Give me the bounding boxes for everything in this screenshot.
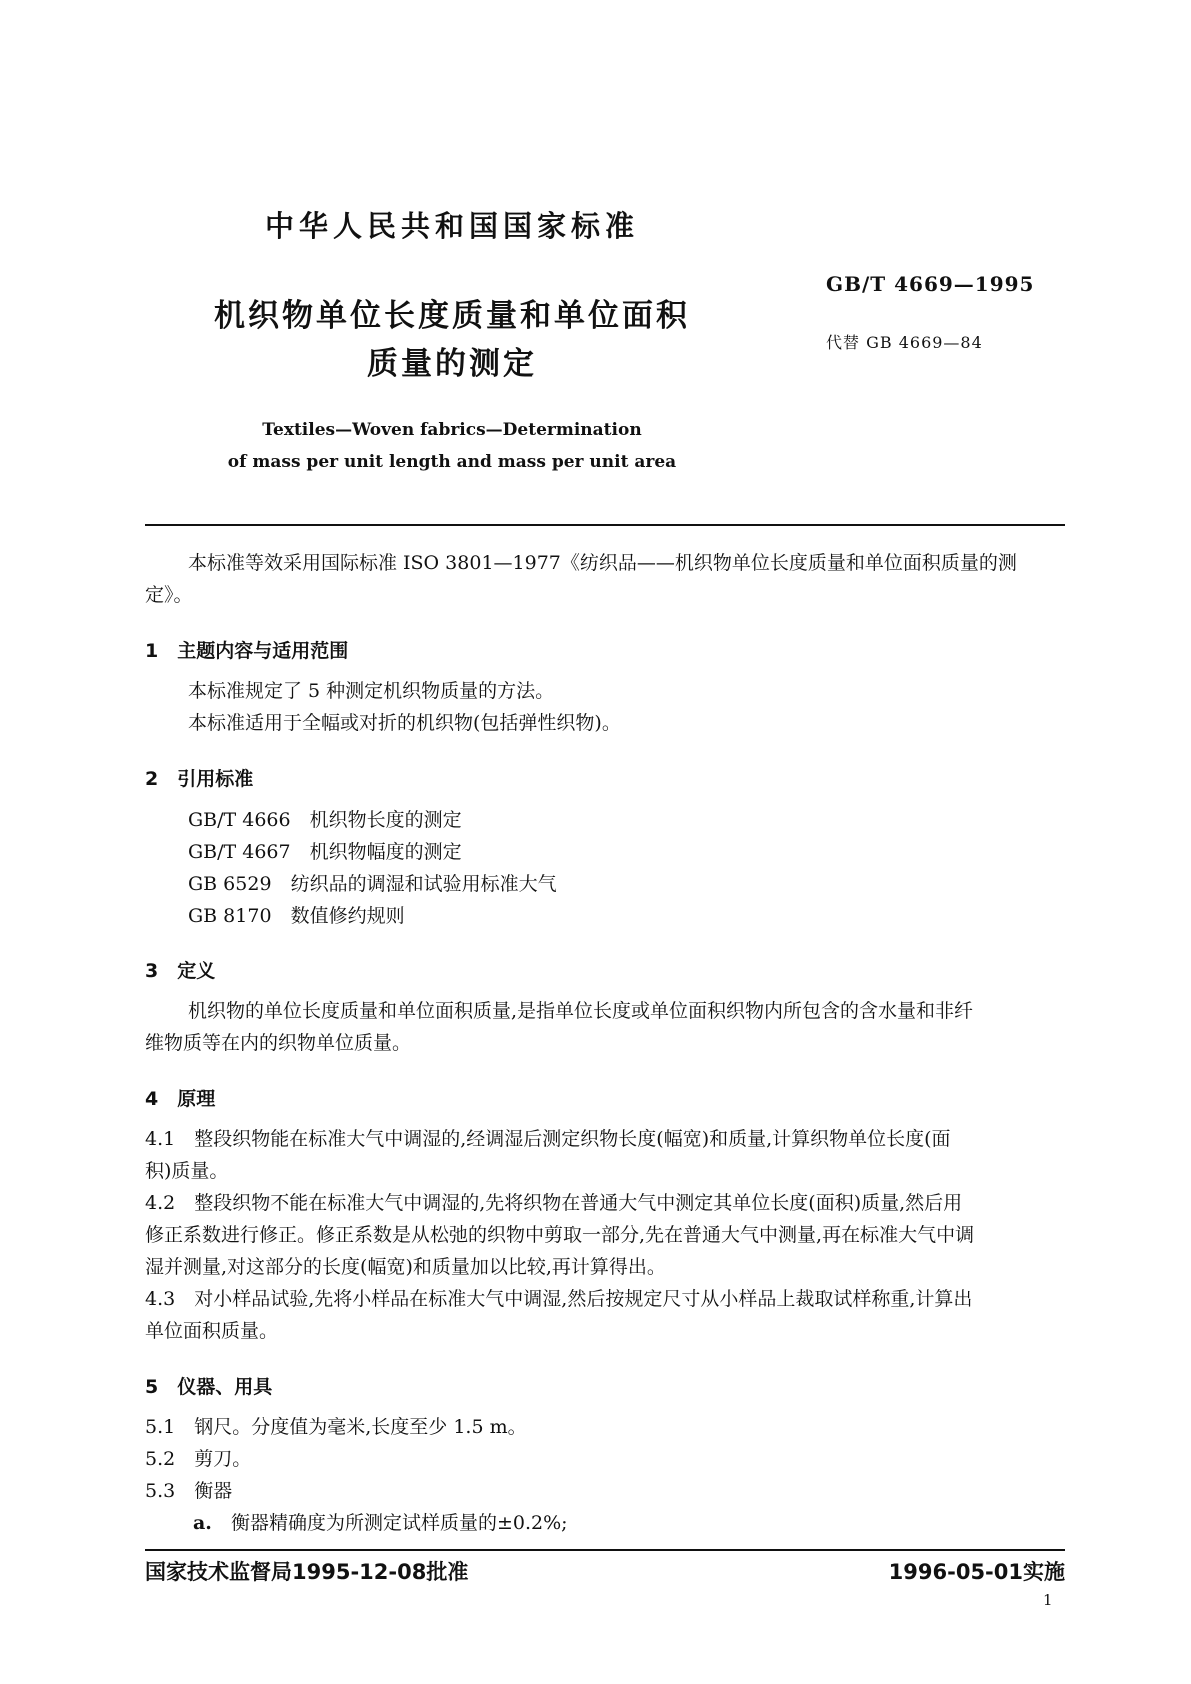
reference-item — [188, 869, 557, 899]
reference-title: 数值修约规则 — [290, 905, 405, 927]
clause-number: 4.2 — [145, 1192, 176, 1214]
reference-code: GB 6529 — [188, 873, 272, 895]
reference-title: 机织物长度的测定 — [309, 809, 462, 831]
section-1-para2: 本标准适用于全幅或对折的机织物(包括弹性织物)。 — [188, 712, 621, 734]
clause-number: 5.2 — [145, 1448, 176, 1470]
standard-number: GB/T 4669—1995 — [826, 272, 1035, 296]
list-item-text: 衡器精确度为所测定试样质量的±0.2%; — [230, 1512, 568, 1534]
document-title-cn-line1: 机织物单位长度质量和单位面积 — [214, 298, 690, 334]
reference-item — [188, 805, 462, 835]
clause-number: 4.3 — [145, 1288, 176, 1310]
clause-text: 整段织物能在标准大气中调湿的,经调湿后测定织物长度(幅宽)和质量,计算织物单位长度(面 — [194, 1128, 951, 1150]
issuing-authority-title: 中华人民共和国国家标准 — [264, 209, 639, 243]
clause-4-2-line2: 修正系数进行修正。修正系数是从松弛的织物中剪取一部分,先在普通大气中测量,再在标准大气中调 — [145, 1224, 975, 1246]
section-5-heading: 5 仪器、用具 — [145, 1376, 273, 1398]
section-1-para1: 本标准规定了 5 种测定机织物质量的方法。 — [188, 680, 555, 702]
clause-5-2 — [145, 1444, 251, 1474]
clause-text: 整段织物不能在标准大气中调湿的,先将织物在普通大气中测定其单位长度(面积)质量,然后用 — [194, 1192, 963, 1214]
section-3-line2: 维物质等在内的织物单位质量。 — [145, 1032, 412, 1054]
clause-4-1-line2: 积)质量。 — [145, 1160, 229, 1182]
document-title-en-line2: of mass per unit length and mass per unit area — [227, 452, 677, 472]
reference-title: 纺织品的调湿和试验用标准大气 — [290, 873, 557, 895]
clause-text: 衡器 — [194, 1480, 233, 1502]
reference-item — [188, 837, 462, 867]
reference-code: GB 8170 — [188, 905, 272, 927]
clause-4-3-line1 — [145, 1284, 972, 1314]
clause-text: 钢尺。分度值为毫米,长度至少 1.5 m。 — [194, 1416, 527, 1438]
clause-text: 剪刀。 — [194, 1448, 252, 1470]
replaces-standard: 代替 GB 4669—84 — [826, 333, 983, 352]
intro-line2: 定》。 — [145, 584, 193, 606]
clause-5-1 — [145, 1412, 527, 1442]
implementation-date: 1996-05-01实施 — [888, 1560, 1065, 1584]
section-4-heading: 4 原理 — [145, 1088, 216, 1110]
section-1-heading: 1 主题内容与适用范围 — [145, 640, 349, 662]
list-label: a. — [193, 1512, 212, 1534]
intro-line1: 本标准等效采用国际标准 ISO 3801—1977《纺织品——机织物单位长度质量和单位面积质量的测 — [188, 552, 1017, 574]
reference-title: 机织物幅度的测定 — [309, 841, 462, 863]
page-number: 1 — [1043, 1591, 1053, 1609]
clause-4-2-line3: 湿并测量,对这部分的长度(幅宽)和质量加以比较,再计算得出。 — [145, 1256, 666, 1278]
clause-4-1-line1 — [145, 1124, 951, 1154]
approval-info: 国家技术监督局1995-12-08批准 — [145, 1560, 469, 1584]
document-title-cn-line2: 质量的测定 — [367, 346, 537, 382]
section-3-line1: 机织物的单位长度质量和单位面积质量,是指单位长度或单位面积织物内所包含的含水量和非纤 — [188, 1000, 974, 1022]
clause-4-2-line1 — [145, 1188, 962, 1218]
header-rule — [145, 524, 1065, 526]
reference-item — [188, 901, 405, 931]
reference-code: GB/T 4666 — [188, 809, 291, 831]
footer-rule — [145, 1549, 1065, 1551]
section-2-heading: 2 引用标准 — [145, 768, 254, 790]
clause-number: 5.3 — [145, 1480, 176, 1502]
clause-4-3-line2: 单位面积质量。 — [145, 1320, 279, 1342]
clause-text: 对小样品试验,先将小样品在标准大气中调湿,然后按规定尺寸从小样品上裁取试样称重,计算出 — [194, 1288, 973, 1310]
clause-5-3 — [145, 1476, 232, 1506]
clause-number: 4.1 — [145, 1128, 176, 1150]
clause-number: 5.1 — [145, 1416, 176, 1438]
clause-5-3-a — [193, 1508, 568, 1538]
document-title-en-line1: Textiles—Woven fabrics—Determination — [262, 420, 642, 440]
section-3-heading: 3 定义 — [145, 960, 216, 982]
reference-code: GB/T 4667 — [188, 841, 291, 863]
